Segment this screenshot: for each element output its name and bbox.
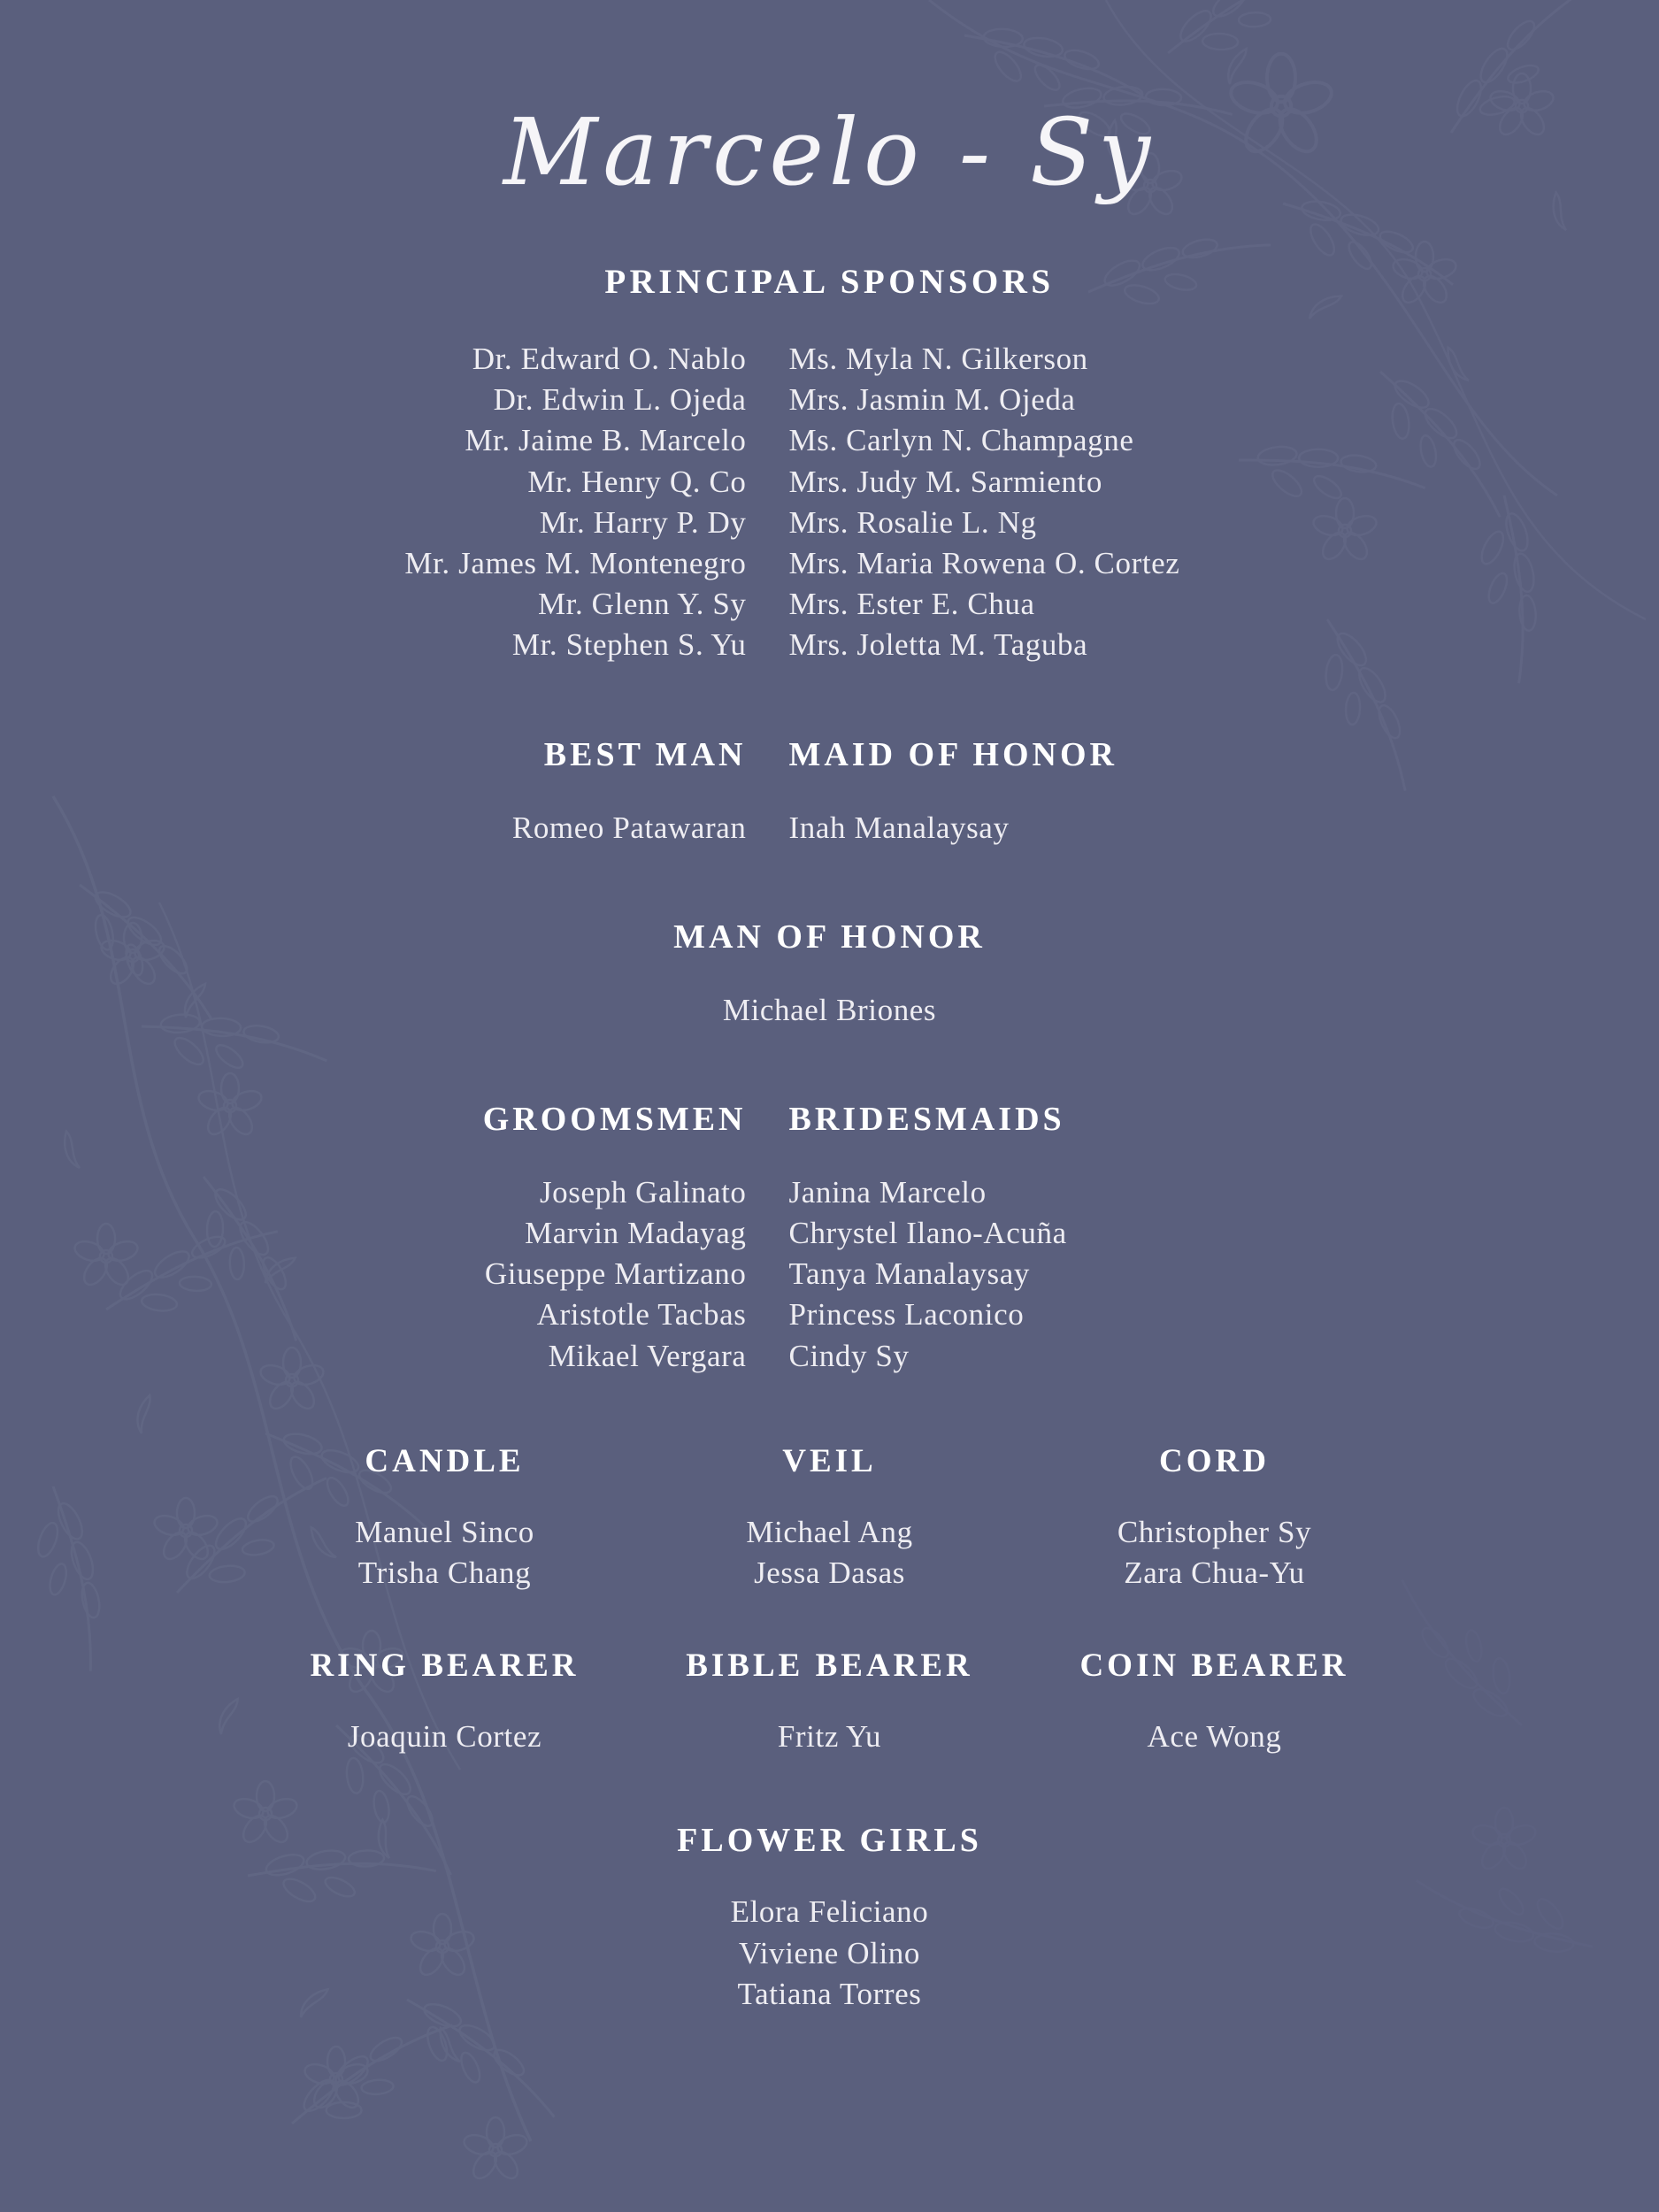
veil-column [637,1442,1022,1594]
couple-names-title: Marcelo - Sy [503,98,1156,206]
list-item: Joaquin Cortez [347,1719,542,1755]
list-item: Mr. James M. Montenegro [404,545,747,580]
groomsmen-column [375,1100,789,1377]
candle-names [252,1512,637,1594]
section-title-principal-sponsors: PRINCIPAL SPONSORS [604,263,1055,301]
list-item: Mrs. Maria Rowena O. Cortez [788,545,1180,580]
list-item: Mrs. Jasmin M. Ojeda [788,382,1076,418]
section-title-maid-of-honor: MAID OF HONOR [788,735,1118,773]
man-of-honor-section [0,918,1659,1031]
list-item: Aristotle Tacbas [536,1297,747,1333]
list-item: Tatiana Torres [737,1976,922,2011]
list-item: Joseph Galinato [539,1174,747,1210]
groomsmen-names [375,1172,747,1377]
veil-names [637,1512,1022,1594]
section-title-groomsmen: GROOMSMEN [482,1100,747,1138]
list-item: Cindy Sy [788,1338,910,1373]
list-item: Ms. Carlyn N. Champagne [788,423,1134,458]
maid-of-honor-names [789,808,1285,849]
section-title-ring-bearer: RING BEARER [310,1647,580,1685]
list-item: Princess Laconico [788,1297,1025,1333]
list-item: Mr. Henry Q. Co [527,464,747,499]
best-man-maid-of-honor-section [0,735,1659,849]
list-item: Manuel Sinco [355,1514,534,1549]
section-title-coin-bearer: COIN BEARER [1079,1647,1349,1685]
best-man-names [375,808,747,849]
list-item: Dr. Edwin L. Ojeda [493,382,747,418]
list-item: Inah Manalaysay [788,810,1010,845]
coin-bearer-names [1022,1717,1407,1757]
list-item: Mrs. Rosalie L. Ng [788,504,1037,540]
list-item: Mr. Harry P. Dy [539,504,747,540]
cord-names [1022,1512,1407,1594]
list-item: Michael Ang [746,1514,913,1549]
section-title-bible-bearer: BIBLE BEARER [686,1647,973,1685]
best-man-column [375,735,789,849]
list-item: Trisha Chang [357,1555,532,1590]
list-item: Mr. Stephen S. Yu [511,627,747,663]
list-item: Mr. Glenn Y. Sy [537,587,747,622]
candle-column [252,1442,637,1594]
list-item: Dr. Edward O. Nablo [472,342,747,376]
cord-column [1022,1442,1407,1594]
candle-veil-cord-section [0,1442,1659,1594]
man-of-honor-names [0,990,1659,1031]
coin-bearer-column [1022,1647,1407,1757]
principal-sponsors-list [0,339,1659,666]
section-title-man-of-honor: MAN OF HONOR [673,918,986,956]
list-item: Elora Feliciano [730,1894,929,1930]
list-item: Mrs. Ester E. Chua [788,587,1035,622]
list-item: Zara Chua-Yu [1124,1555,1305,1590]
ring-bearer-column [252,1647,637,1757]
list-item: Janina Marcelo [788,1174,987,1210]
flower-girls-names [0,1892,1659,2015]
list-item: Ace Wong [1147,1719,1282,1755]
bible-bearer-names [637,1717,1022,1757]
section-title-flower-girls: FLOWER GIRLS [677,1822,982,1860]
list-item: Tanya Manalaysay [788,1256,1030,1292]
list-item: Viviene Olino [739,1935,920,1970]
bridesmaids-names [789,1172,1285,1377]
list-item: Fritz Yu [777,1719,882,1755]
groomsmen-bridesmaids-section [0,1100,1659,1377]
list-item: Romeo Patawaran [511,810,747,845]
list-item: Chrystel Ilano-Acuña [788,1216,1067,1251]
list-item: Christopher Sy [1117,1514,1312,1549]
list-item: Mikael Vergara [548,1338,747,1373]
bridesmaids-column [789,1100,1285,1377]
list-item: Giuseppe Martizano [484,1256,747,1292]
principal-sponsors-column-left [375,339,789,666]
list-item: Michael Briones [722,992,937,1027]
section-title-cord: CORD [1159,1442,1270,1479]
list-item: Marvin Madayag [525,1216,747,1251]
flower-girls-section [0,1821,1659,2015]
list-item: Mrs. Joletta M. Taguba [788,627,1088,663]
section-title-veil: VEIL [782,1442,877,1479]
section-title-best-man: BEST MAN [543,735,747,773]
ring-bearer-names [252,1717,637,1757]
list-item: Ms. Myla N. Gilkerson [788,342,1088,376]
maid-of-honor-column [789,735,1285,849]
list-item: Jessa Dasas [754,1555,905,1590]
list-item: Mr. Jaime B. Marcelo [465,423,747,458]
list-item: Mrs. Judy M. Sarmiento [788,464,1102,499]
section-title-candle: CANDLE [365,1442,525,1479]
principal-sponsors-column-right [789,339,1285,666]
section-title-bridesmaids: BRIDESMAIDS [788,1100,1065,1138]
bible-bearer-column [637,1647,1022,1757]
bearers-section [0,1647,1659,1757]
